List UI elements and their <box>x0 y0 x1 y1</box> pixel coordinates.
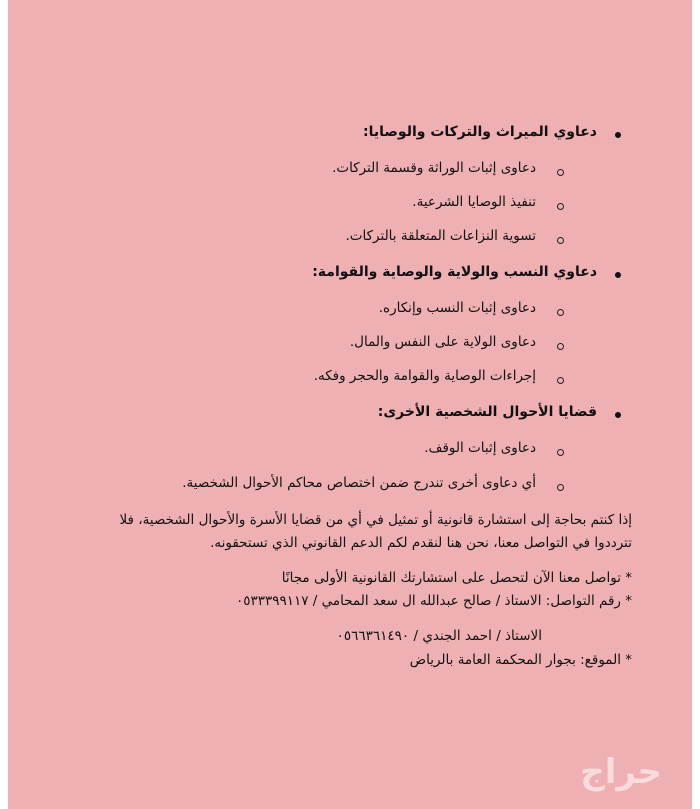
section-heading-other: قضايا الأحوال الشخصية الأخرى: <box>377 404 597 420</box>
free-consultation-line: * تواصل معنا الآن لتحصل على استشارتك القانونية الأولى مجانًا <box>281 570 632 586</box>
closing-paragraph-line-1: إذا كنتم بحاجة إلى استشارة قانونية أو تمثيل في أي من قضايا الأسرة والأحوال الشخصية، فلا <box>119 512 632 528</box>
closing-paragraph-line-2: تترددوا في التواصل معنا، نحن هنا لنقدم لكم الدعم القانوني الذي تستحقونه. <box>210 535 632 551</box>
circle-bullet-icon <box>557 203 564 210</box>
list-item: تسوية النزاعات المتعلقة بالتركات. <box>345 228 536 244</box>
circle-bullet-icon <box>557 449 564 456</box>
list-item: دعاوى إثبات النسب وإنكاره. <box>378 300 536 316</box>
circle-bullet-icon <box>557 343 564 350</box>
bullet-icon <box>615 272 621 278</box>
list-item: دعاوى إثبات الوراثة وقسمة التركات. <box>332 160 536 176</box>
circle-bullet-icon <box>557 237 564 244</box>
contact-number-line: * رقم التواصل: الاستاذ / صالح عبدالله ال سعد المحامي / ٠٥٣٣٣٩٩١١٧ <box>235 593 632 609</box>
bullet-icon <box>615 412 621 418</box>
circle-bullet-icon <box>557 484 564 491</box>
list-item: دعاوى إثبات الوقف. <box>424 440 536 456</box>
second-lawyer-line: الاستاذ / احمد الجندي / ٠٥٦٦٣٦١٤٩٠ <box>336 628 542 644</box>
section-heading-inheritance: دعاوي الميراث والتركات والوصايا: <box>363 124 597 140</box>
circle-bullet-icon <box>557 169 564 176</box>
watermark-logo: حراج <box>580 752 662 792</box>
list-item: تنفيذ الوصايا الشرعية. <box>412 194 536 210</box>
bullet-icon <box>615 132 621 138</box>
location-line: * الموقع: بجوار المحكمة العامة بالرياض <box>409 652 632 668</box>
section-heading-lineage: دعاوي النسب والولاية والوصاية والقوامة: <box>312 264 597 280</box>
document-page <box>8 0 692 809</box>
circle-bullet-icon <box>557 309 564 316</box>
list-item: أي دعاوى أخرى تندرج ضمن اختصاص محاكم الأحوال الشخصية. <box>182 475 536 491</box>
list-item: دعاوى الولاية على النفس والمال. <box>349 334 536 350</box>
circle-bullet-icon <box>557 377 564 384</box>
list-item: إجراءات الوصاية والقوامة والحجر وفكه. <box>313 368 536 384</box>
